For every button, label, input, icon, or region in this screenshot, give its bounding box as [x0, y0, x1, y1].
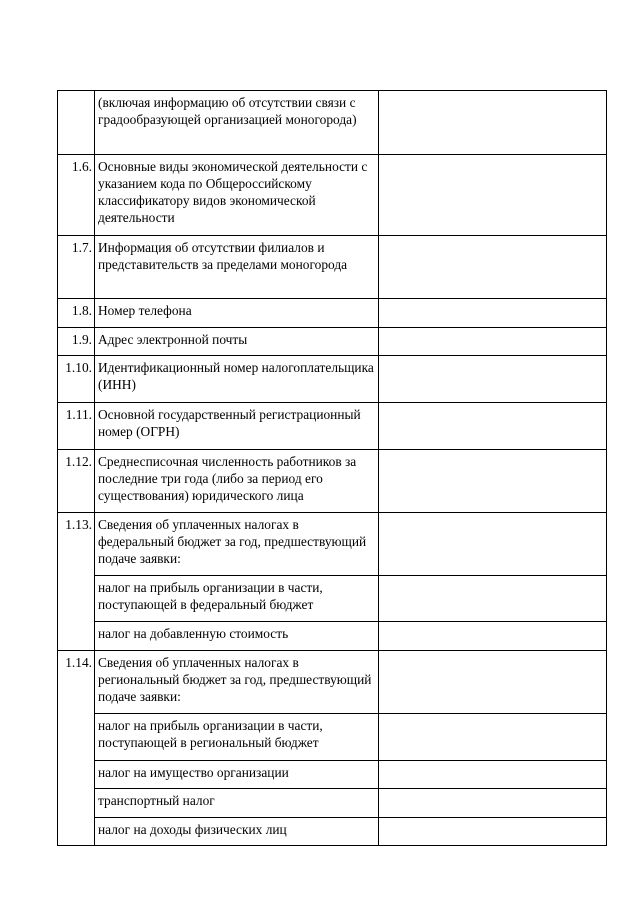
item-description: налог на добавленную стоимость — [95, 622, 379, 651]
item-description: налог на имущество организации — [95, 761, 379, 789]
item-number: 1.10. — [58, 356, 95, 403]
item-number: 1.6. — [58, 155, 95, 236]
table-row — [58, 651, 607, 714]
item-description: налог на доходы физических лиц — [95, 818, 379, 846]
item-description: Среднесписочная численность работников за последние три года (либо за период его существования) юридического лица — [95, 450, 379, 513]
value-field[interactable] — [379, 622, 607, 651]
item-description: транспортный налог — [95, 789, 379, 818]
item-description: (включая информацию об отсутствии связи с градообразующей организацией моногорода) — [95, 91, 379, 155]
value-field[interactable] — [379, 761, 607, 789]
value-field[interactable] — [379, 450, 607, 513]
item-description: налог на прибыль организации в части, поступающей в федеральный бюджет — [95, 576, 379, 622]
item-description: Сведения об уплаченных налогах в федеральный бюджет за год, предшествующий подаче заявки: — [95, 513, 379, 576]
value-field[interactable] — [379, 576, 607, 622]
item-number: 1.9. — [58, 328, 95, 356]
value-field[interactable] — [379, 91, 607, 155]
value-field[interactable] — [379, 789, 607, 818]
value-field[interactable] — [379, 236, 607, 299]
table-row — [58, 328, 607, 356]
table-row — [58, 91, 607, 155]
item-number: 1.12. — [58, 450, 95, 513]
table-row — [58, 576, 607, 622]
item-description: Информация об отсутствии филиалов и представительств за пределами моногорода — [95, 236, 379, 299]
value-field[interactable] — [379, 356, 607, 403]
table-row — [58, 513, 607, 576]
value-field[interactable] — [379, 155, 607, 236]
table-row — [58, 236, 607, 299]
item-description: Основные виды экономической деятельности с указанием кода по Общероссийскому классификатору видов экономической деятельности — [95, 155, 379, 236]
item-number: 1.8. — [58, 299, 95, 328]
item-description: налог на прибыль организации в части, поступающей в региональный бюджет — [95, 714, 379, 761]
value-field[interactable] — [379, 818, 607, 846]
item-number: 1.13. — [58, 513, 95, 651]
table-row — [58, 299, 607, 328]
item-description: Номер телефона — [95, 299, 379, 328]
item-description: Сведения об уплаченных налогах в региональный бюджет за год, предшествующий подаче заявки: — [95, 651, 379, 714]
item-description: Идентификационный номер налогоплательщика (ИНН) — [95, 356, 379, 403]
table-row — [58, 761, 607, 789]
table-row — [58, 356, 607, 403]
table-row — [58, 450, 607, 513]
table-row — [58, 403, 607, 450]
value-field[interactable] — [379, 328, 607, 356]
item-number — [58, 91, 95, 155]
item-number: 1.7. — [58, 236, 95, 299]
table-row — [58, 622, 607, 651]
value-field[interactable] — [379, 513, 607, 576]
item-description: Основной государственный регистрационный номер (ОГРН) — [95, 403, 379, 450]
item-number: 1.11. — [58, 403, 95, 450]
value-field[interactable] — [379, 299, 607, 328]
item-number: 1.14. — [58, 651, 95, 846]
table-row — [58, 818, 607, 846]
table-row — [58, 789, 607, 818]
table-row — [58, 714, 607, 761]
value-field[interactable] — [379, 403, 607, 450]
value-field[interactable] — [379, 714, 607, 761]
form-table-body — [58, 91, 607, 846]
item-description: Адрес электронной почты — [95, 328, 379, 356]
application-form-table — [57, 90, 607, 846]
table-row — [58, 155, 607, 236]
value-field[interactable] — [379, 651, 607, 714]
